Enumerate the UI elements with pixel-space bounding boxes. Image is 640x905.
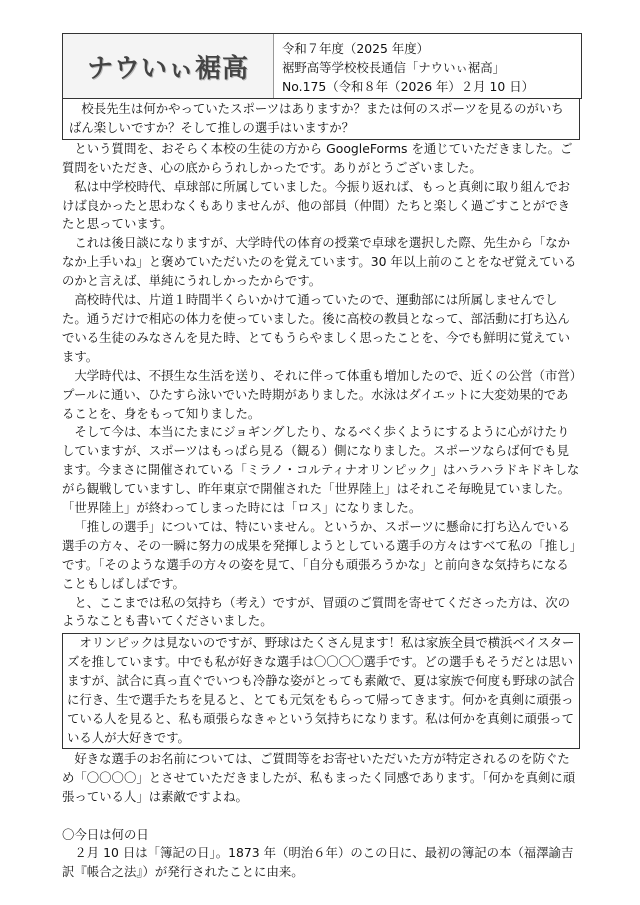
fiscal-year: 令和７年度（2025 年度） [282, 41, 429, 56]
spacer [62, 807, 580, 826]
today-text: ２月 10 日は「簿記の日」。1873 年（明治６年）のこの日に、最初の簿記の本（福澤諭吉訳『帳合之法』）が発行されたことに由来。 [62, 845, 574, 880]
today-heading: 〇今日は何の日 [62, 826, 149, 842]
issue-number-date: No.175（令和８年（2026 年）２月 10 日） [282, 79, 535, 94]
logo-text: ナウいぃ裾高 [86, 53, 249, 84]
paragraph: 私は中学校時代、卓球部に所属していました。今振り返れば、もっと真剣に取り組んでおけば良かったと思わなくもありませんが、他の部員（仲間）たちと楽しく過ごすことができたと思っています。 [62, 178, 571, 232]
newsletter-header [62, 33, 582, 99]
question-box [62, 98, 580, 140]
issue-info [274, 34, 542, 98]
paragraph: 高校時代は、片道１時間半くらいかけて通っていたので、運動部には所属しませんでした。通うだけで相応の体力を使っていました。後に高校の教員となって、部活動に打ち込んでいる生徒のみなさんを見た時、とてもうらやましく思ったことを、今でも鮮明に覚えています。 [62, 292, 571, 364]
paragraph: 「推しの選手」については、特にいません。というか、スポーツに懸命に打ち込んでいる選手の方々、その一瞬に努力の成果を発揮しようとしている選手の方々はすべて私の「推し」です。「そのような選手の方々の姿を見て、「自分も頑張ろうかな」と前向きな気持ちになることもしばしばです。 [62, 518, 576, 591]
paragraph: 大学時代は、不摂生な生活を送り、それに伴って体重も増加したので、近くの公営（市営）プールに通い、ひたすら泳いでいた時期がありました。水泳はダイエットに大変効果的であることを、身をもって知りました。 [62, 367, 576, 421]
paragraph: そして今は、本当にたまにジョギングしたり、なるべく歩くようにするように心がけたりしていますが、スポーツはもっぱら見る（観る）側になりました。スポーツならば何でも見ます。今まさに開催されている「ミラノ・コルティナオリンピック」はハラハラドキドキしながら観戦していますし、昨年東京で開催された「世界陸上」はそれこそ毎晩見ていました。「世界陸上」が終わってしまった時には「ロス」になりました。 [62, 424, 580, 516]
article-body [62, 98, 580, 882]
quote-text: オリンピックは見ないのですが、野球はたくさん見ます！私は家族全員で横浜ベイスターズを推しています。中でも私が好きな選手は〇〇〇〇選手です。どの選手もそうだとは思いますが、試合に真っ直ぐでいつも冷静な姿がとっても素敵で、夏は家族で何度も野球の試合に行き、生で選手たちを見ると、とても元気をもらって帰ってきます。何かを真剣に頑張っている人を見ると、私も頑張らなきゃという気持ちになります。私は何かを真剣に頑張っている人が大好きです。 [67, 635, 575, 745]
newsletter-logo [63, 34, 274, 98]
paragraph: これは後日談になりますが、大学時代の体育の授業で卓球を選択した際、先生から「なかなか上手いね」と褒めていただいたのを覚えています。30 年以上前のことをなぜ覚えているのかと言えば、単純にうれしかったからです。 [62, 235, 577, 289]
paragraph: という質問を、おそらく本校の生徒の方から GoogleForms を通じていただきました。ご質問をいただき、心の底からうれしかったです。ありがとうございました。 [62, 140, 573, 175]
paragraph: と、ここまでは私の気持ち（考え）ですが、冒頭のご質問を寄せてくださった方は、次のようなことも書いてくださいました。 [62, 594, 571, 629]
newsletter-title: 裾野高等学校校長通信「ナウいぃ裾高」 [282, 60, 506, 75]
closing-paragraph: 好きな選手のお名前については、ご質問等をお寄せいただいた方が特定されるのを防ぐため「〇〇〇〇」とさせていただきましたが、私もまったく同感であります。「何かを真剣に頑張っている人」は素敵ですよね。 [62, 750, 576, 804]
question-text: 校長先生は何かやっていたスポーツはありますか？または何のスポーツを見るのがいちばん楽しいですか？そして推しの選手はいますか？ [69, 101, 564, 135]
quote-box [62, 633, 580, 748]
